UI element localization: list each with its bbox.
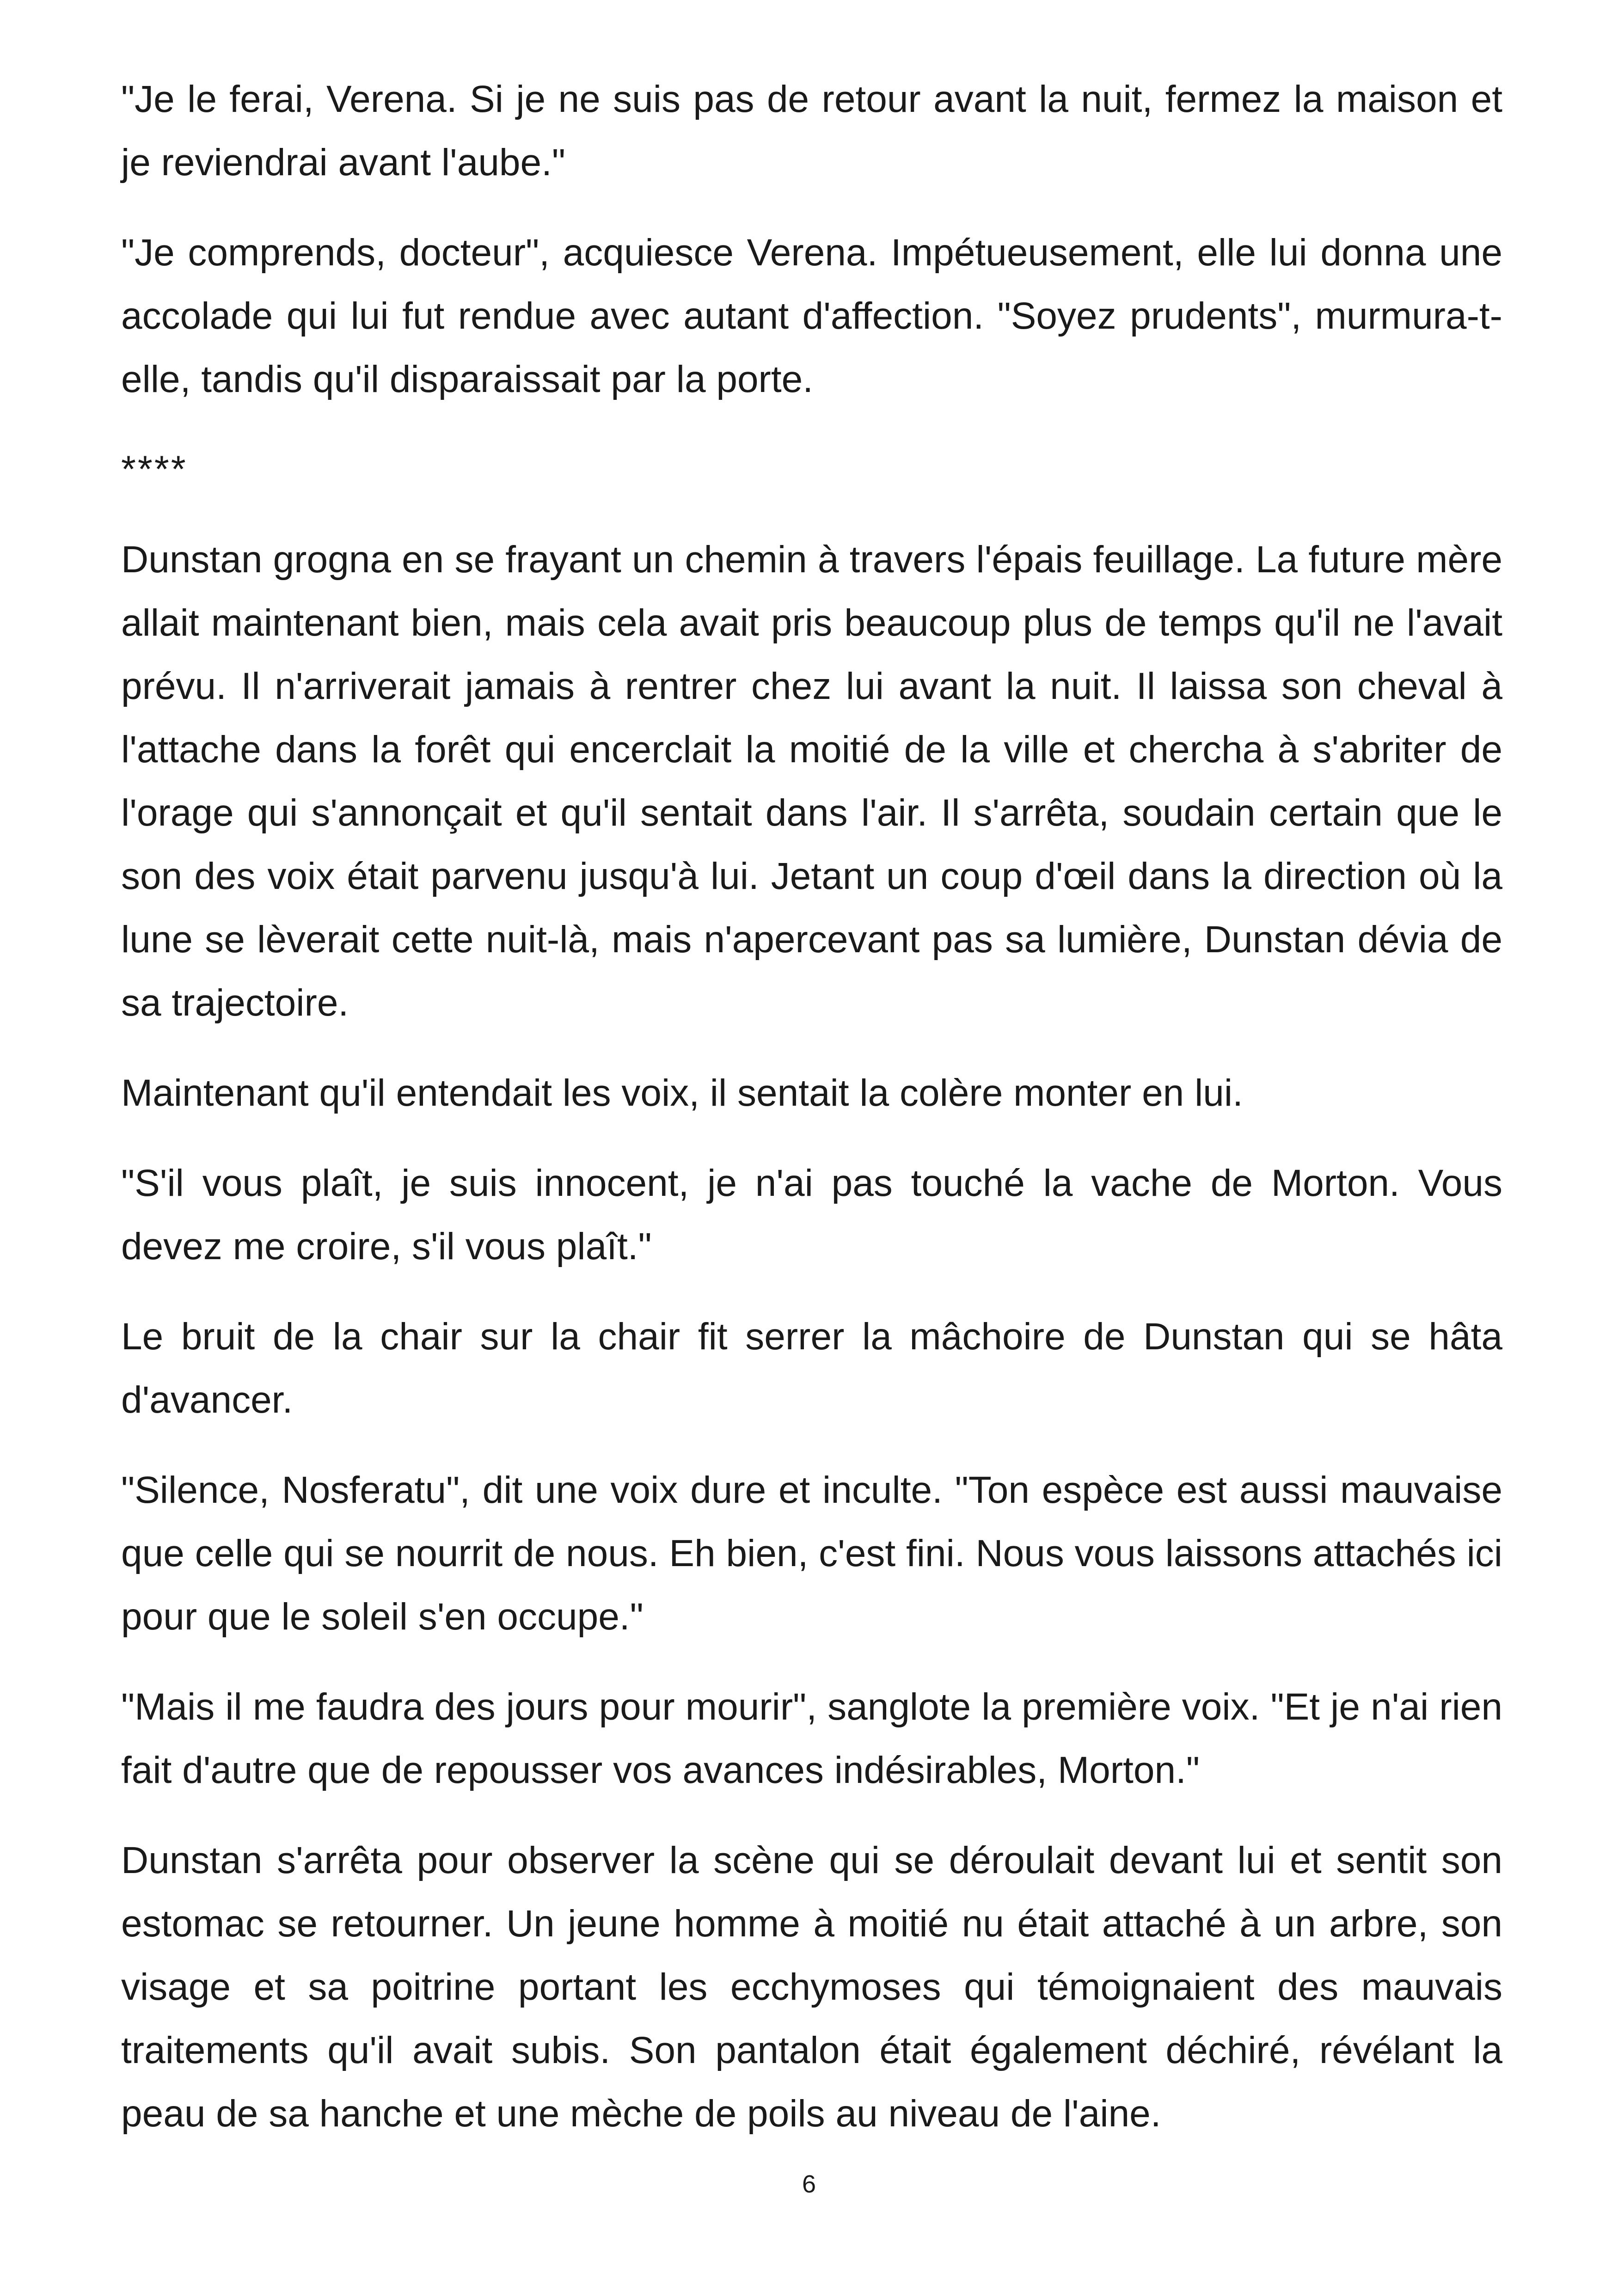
paragraph-3: Dunstan grogna en se frayant un chemin à travers l'épais feuillage. La future mère allait maintenant bien, mais cela avait pris beaucoup plus de temps qu'il ne l'avait prévu. Il n'arriverait jamais à rentrer chez lui avant la nuit. Il laissa son cheval à l'attache dans la forêt qui encerclait la moitié de la ville et chercha à s'abriter de l'orage qui s'annonçait et qu'il sentait dans l'air. Il s'arrêta, soudain certain que le son des voix était parvenu jusqu'à lui. Jetant un coup d'œil dans la direction où la lune se lèverait cette nuit-là, mais n'apercevant pas sa lumière, Dunstan dévia de sa trajectoire. bbox=[121, 539, 1502, 1024]
paragraph-9: Dunstan s'arrêta pour observer la scène qui se déroulait devant lui et sentit son estomac se retourner. Un jeune homme à moitié nu était attaché à un arbre, son visage et sa poitrine portant les ecchymoses qui témoignaient des mauvais traitements qu'il avait subis. Son pantalon était également déchiré, révélant la peau de sa hanche et une mèche de poils au niveau de l'aine. bbox=[121, 1839, 1502, 2135]
paragraph-8: "Mais il me faudra des jours pour mourir", sanglote la première voix. "Et je n'ai rien fait d'autre que de repousser vos avances indésirables, Morton." bbox=[121, 1686, 1502, 1791]
paragraph-2: "Je comprends, docteur", acquiesce Verena. Impétueusement, elle lui donna une accolade qui lui fut rendue avec autant d'affection. "Soyez prudents", murmura-t-elle, tandis qu'il disparaissait par la porte. bbox=[121, 232, 1502, 400]
page-number: 6 bbox=[802, 2170, 816, 2198]
body-text bbox=[121, 67, 1502, 2172]
scene-separator: **** bbox=[121, 448, 188, 490]
paragraph-5: "S'il vous plaît, je suis innocent, je n'ai pas touché la vache de Morton. Vous devez me croire, s'il vous plaît." bbox=[121, 1162, 1502, 1267]
paragraph-6: Le bruit de la chair sur la chair fit serrer la mâchoire de Dunstan qui se hâta d'avancer. bbox=[121, 1316, 1502, 1421]
paragraph-4: Maintenant qu'il entendait les voix, il sentait la colère monter en lui. bbox=[121, 1072, 1243, 1114]
paragraph-7: "Silence, Nosferatu", dit une voix dure et inculte. "Ton espèce est aussi mauvaise que celle qui se nourrit de nous. Eh bien, c'est fini. Nous vous laissons attachés ici pour que le soleil s'en occupe." bbox=[121, 1469, 1502, 1638]
paragraph-1: "Je le ferai, Verena. Si je ne suis pas de retour avant la nuit, fermez la maison et je reviendrai avant l'aube." bbox=[121, 78, 1502, 184]
